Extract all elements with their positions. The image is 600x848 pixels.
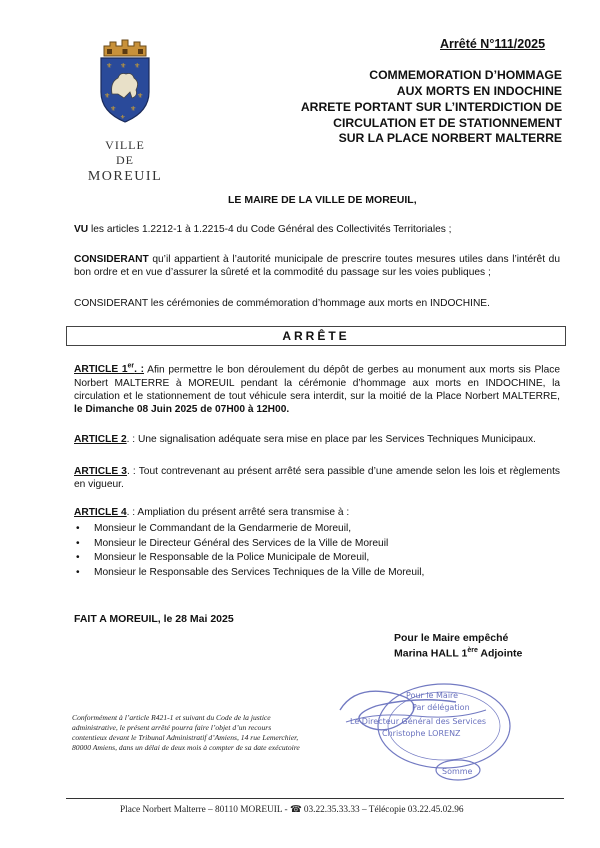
stamp-text: Pour le Maire	[406, 691, 459, 700]
recipient-list	[74, 522, 560, 580]
list-item	[74, 551, 560, 566]
article-1-date: le Dimanche 08 Juin 2025 de 07H00 à 12H00.	[74, 404, 290, 416]
svg-text:⚜: ⚜	[120, 114, 126, 121]
stamp-text: Christophe LORENZ	[382, 729, 461, 738]
signer-block	[394, 631, 522, 662]
vu-label: VU	[74, 224, 89, 235]
vu-paragraph	[74, 223, 560, 236]
recipient: Monsieur le Responsable des Services Techniques de la Ville de Moreuil,	[94, 566, 425, 578]
svg-text:⚜: ⚜	[106, 62, 113, 70]
bullet-icon: •	[76, 537, 80, 549]
bullet-icon: •	[76, 523, 80, 534]
bullet-icon: •	[76, 552, 80, 563]
considerant-ceremony: CONSIDERANT les cérémonies de commémoration d’hommage aux morts en INDOCHINE.	[74, 298, 490, 309]
official-stamp-signature	[336, 676, 512, 786]
title-line: SUR LA PLACE NORBERT MALTERRE	[338, 131, 562, 146]
mural-crown	[104, 40, 146, 56]
title-line: AUX MORTS EN INDOCHINE	[396, 83, 562, 98]
recipient: Monsieur le Responsable de la Police Municipale de Moreuil,	[94, 552, 370, 563]
considerant-paragraph	[74, 253, 560, 280]
svg-text:⚜: ⚜	[104, 92, 111, 100]
article-2	[74, 433, 560, 446]
vu-text: les articles 1.2212-1 à 1.2215-4 du Code Général des Collectivités Territoriales ;	[88, 224, 452, 235]
article-1-text: Afin permettre le bon déroulement du dépôt de gerbes au monument aux morts sis Place Norbert MALTERRE à MOREUIL pendant la cérémonie d’hommage aux morts en INDOCHINE, la circulation et le stationnement de tout véhicule sera interdit, sur la moitié de la Place Norbert MALTERRE,	[74, 364, 560, 402]
article-3	[74, 465, 560, 492]
ville-line2: DE	[116, 153, 134, 167]
document-title	[300, 68, 562, 147]
considerant-label: CONSIDERANT	[74, 254, 149, 265]
footer-divider	[66, 798, 564, 799]
footer-address: Place Norbert Malterre – 80110 MOREUIL -	[120, 805, 290, 815]
stamp-text: Somme	[442, 767, 473, 776]
title-line: COMMEMORATION D’HOMMAGE	[369, 68, 562, 82]
stamp-text: Le Directeur Général des Services	[350, 717, 487, 726]
bullet-icon: •	[76, 566, 80, 578]
article-1	[74, 362, 560, 416]
phone-icon: ☎	[289, 805, 302, 815]
list-item	[74, 566, 560, 581]
signer-name: Marina HALL 1ère Adjointe	[394, 647, 523, 660]
shield	[101, 58, 149, 122]
recipient: Monsieur le Directeur Général des Services de la Ville de Moreuil	[94, 537, 389, 549]
footer	[120, 804, 464, 816]
fait-a-date: FAIT A MOREUIL, le 28 Mai 2025	[74, 613, 234, 625]
arrete-number: Arrêté N°111/2025	[440, 37, 546, 51]
arrete-heading: ARRÊTE	[66, 326, 566, 346]
svg-text:⚜: ⚜	[134, 62, 141, 70]
stamp-text: Par délégation	[412, 703, 470, 712]
svg-text:⚜: ⚜	[120, 62, 127, 70]
title-line: ARRETE PORTANT SUR L’INTERDICTION DE	[300, 99, 562, 114]
footer-phone: 03.22.35.33.33 – Télécopie 03.22.45.02.96	[301, 805, 464, 815]
svg-text:⚜: ⚜	[110, 105, 117, 113]
ville-name: MOREUIL	[87, 169, 163, 184]
list-item	[74, 522, 560, 537]
ville-de-moreuil-label	[80, 138, 170, 186]
title-line: CIRCULATION ET DE STATIONNEMENT	[333, 115, 562, 130]
article-2-label: ARTICLE 2	[74, 434, 127, 445]
article-4-text: . : Ampliation du présent arrêté sera transmise à :	[126, 507, 350, 518]
considerant-text: qu’il appartient à l’autorité municipale de prescrire toutes mesures utiles dans l’intérêt du bon ordre et en vue d’assurer la sûreté et la commodité du passage sur les voies publiques ;	[74, 254, 560, 279]
svg-text:⚜: ⚜	[137, 92, 144, 100]
article-3-label: ARTICLE 3	[74, 466, 127, 477]
svg-text:⚜: ⚜	[130, 105, 137, 113]
list-item	[74, 537, 560, 552]
article-2-text: . : Une signalisation adéquate sera mise en place par les Services Techniques Municipaux.	[126, 434, 536, 445]
article-4-label: ARTICLE 4	[74, 507, 127, 518]
legal-notice: Conformément à l’article R421-1 et suivant du Code de la justice administrative, le présent arrêté pourra faire l’objet d’un recours contentieux devant le Tribunal Administratif d’Amiens, 14 rue Lemerchier, 80000 Amiens, dans un délai de deux mois à compter de sa date exécutoire	[72, 713, 300, 753]
ville-line1: VILLE	[105, 138, 145, 152]
pour-le-maire: Pour le Maire empêché	[394, 632, 509, 644]
town-crest-logo	[96, 36, 154, 124]
maire-title: LE MAIRE DE LA VILLE DE MOREUIL,	[228, 194, 417, 206]
article-1-label: ARTICLE 1er. :	[74, 363, 145, 376]
recipient: Monsieur le Commandant de la Gendarmerie de Moreuil,	[94, 523, 352, 534]
article-3-text: . : Tout contrevenant au présent arrêté sera passible d’une amende selon les lois et règlements en vigueur.	[74, 466, 560, 491]
article-4	[74, 506, 560, 519]
